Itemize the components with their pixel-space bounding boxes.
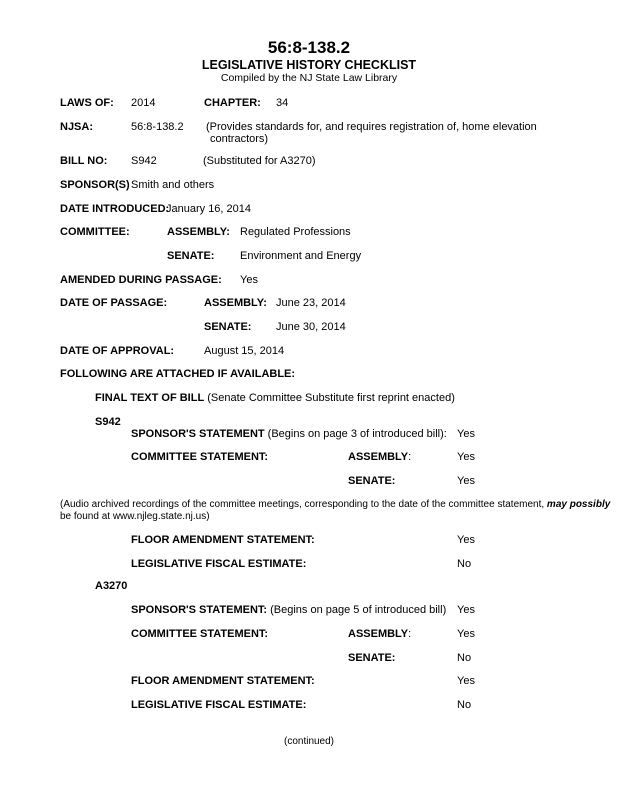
date-introduced-value: January 16, 2014 — [166, 203, 252, 215]
s942-assembly-label: ASSEMBLY — [348, 451, 409, 463]
a3270-senate-value: No — [457, 652, 472, 664]
s942-fiscal-estimate-label: LEGISLATIVE FISCAL ESTIMATE: — [131, 558, 307, 570]
s942-sponsor-statement-label: SPONSOR'S STATEMENT — [131, 428, 265, 440]
attached-heading: FOLLOWING ARE ATTACHED IF AVAILABLE: — [60, 368, 296, 380]
chapter-value: 34 — [276, 97, 289, 109]
laws-of-value: 2014 — [131, 97, 156, 109]
committee-senate-label: SENATE: — [167, 250, 215, 262]
a3270-committee-statement-label: COMMITTEE STATEMENT: — [131, 628, 269, 640]
amended-value: Yes — [240, 274, 258, 286]
passage-label: DATE OF PASSAGE: — [60, 297, 168, 309]
page-title: LEGISLATIVE HISTORY CHECKLIST — [201, 58, 417, 72]
audio-note-emphasis: may possibly — [546, 499, 611, 510]
s942-floor-amendment-value: Yes — [457, 534, 475, 546]
a3270-sponsor-statement-note: (Begins on page 5 of introduced bill) — [267, 604, 447, 616]
committee-assembly-label: ASSEMBLY: — [167, 226, 230, 238]
bill-no-note: (Substituted for A3270) — [203, 155, 316, 167]
sponsor-value: Smith and others — [131, 179, 215, 191]
date-introduced-label: DATE INTRODUCED: — [60, 203, 170, 215]
a3270-assembly-colon: : — [408, 628, 412, 640]
a3270-assembly — [348, 628, 411, 640]
a3270-sponsor-statement — [131, 604, 446, 616]
njsa-description-line2: contractors) — [210, 133, 269, 145]
s942-assembly-colon: : — [408, 451, 412, 463]
audio-note-line2: be found at www.njleg.state.nj.us) — [60, 511, 210, 522]
audio-note-line1 — [60, 499, 610, 510]
a3270-fiscal-estimate-value: No — [457, 699, 472, 711]
final-text-note: (Senate Committee Substitute first reprint enacted) — [204, 392, 455, 404]
a3270-label: A3270 — [95, 580, 128, 592]
committee-senate-value: Environment and Energy — [240, 250, 362, 262]
passage-senate-label: SENATE: — [204, 321, 252, 333]
compiled-by: Compiled by the NJ State Law Library — [220, 72, 398, 84]
approval-label: DATE OF APPROVAL: — [60, 345, 175, 357]
a3270-sponsor-statement-value: Yes — [457, 604, 475, 616]
continued-note: (continued) — [283, 736, 335, 747]
a3270-floor-amendment-value: Yes — [457, 675, 475, 687]
njsa-label: NJSA: — [60, 121, 94, 133]
passage-assembly-value: June 23, 2014 — [276, 297, 346, 309]
passage-senate-value: June 30, 2014 — [276, 321, 346, 333]
s942-label: S942 — [95, 416, 121, 428]
s942-floor-amendment-label: FLOOR AMENDMENT STATEMENT: — [131, 534, 315, 546]
a3270-floor-amendment-label: FLOOR AMENDMENT STATEMENT: — [131, 675, 315, 687]
committee-label: COMMITTEE: — [60, 226, 130, 238]
s942-senate-label: SENATE: — [348, 475, 396, 487]
laws-of-label: LAWS OF: — [60, 97, 114, 109]
audio-note-text: (Audio archived recordings of the committee meetings, corresponding to the date of the committee statement, — [60, 499, 547, 510]
s942-assembly — [348, 451, 411, 463]
a3270-senate-label: SENATE: — [348, 652, 396, 664]
statute-number: 56:8-138.2 — [267, 38, 351, 57]
a3270-fiscal-estimate-label: LEGISLATIVE FISCAL ESTIMATE: — [131, 699, 307, 711]
chapter-label: CHAPTER: — [204, 97, 261, 109]
passage-assembly-label: ASSEMBLY: — [204, 297, 267, 309]
s942-committee-statement-label: COMMITTEE STATEMENT: — [131, 451, 269, 463]
final-text-line — [95, 392, 455, 404]
s942-sponsor-statement — [131, 428, 447, 440]
s942-sponsor-statement-value: Yes — [457, 428, 475, 440]
sponsor-label: SPONSOR(S) — [60, 179, 130, 191]
a3270-sponsor-statement-label: SPONSOR'S STATEMENT: — [131, 604, 268, 616]
s942-assembly-value: Yes — [457, 451, 475, 463]
a3270-assembly-value: Yes — [457, 628, 475, 640]
bill-no-label: BILL NO: — [60, 155, 108, 167]
a3270-assembly-label: ASSEMBLY — [348, 628, 409, 640]
njsa-value: 56:8-138.2 — [131, 121, 184, 133]
bill-no-value: S942 — [131, 155, 157, 167]
amended-label: AMENDED DURING PASSAGE: — [60, 274, 222, 286]
approval-value: August 15, 2014 — [204, 345, 285, 357]
s942-fiscal-estimate-value: No — [457, 558, 472, 570]
s942-sponsor-statement-note: (Begins on page 3 of introduced bill): — [264, 428, 447, 440]
njsa-description-line1: (Provides standards for, and requires registration of, home elevation — [206, 121, 537, 133]
final-text-label: FINAL TEXT OF BILL — [95, 392, 205, 404]
s942-senate-value: Yes — [457, 475, 475, 487]
committee-assembly-value: Regulated Professions — [240, 226, 351, 238]
